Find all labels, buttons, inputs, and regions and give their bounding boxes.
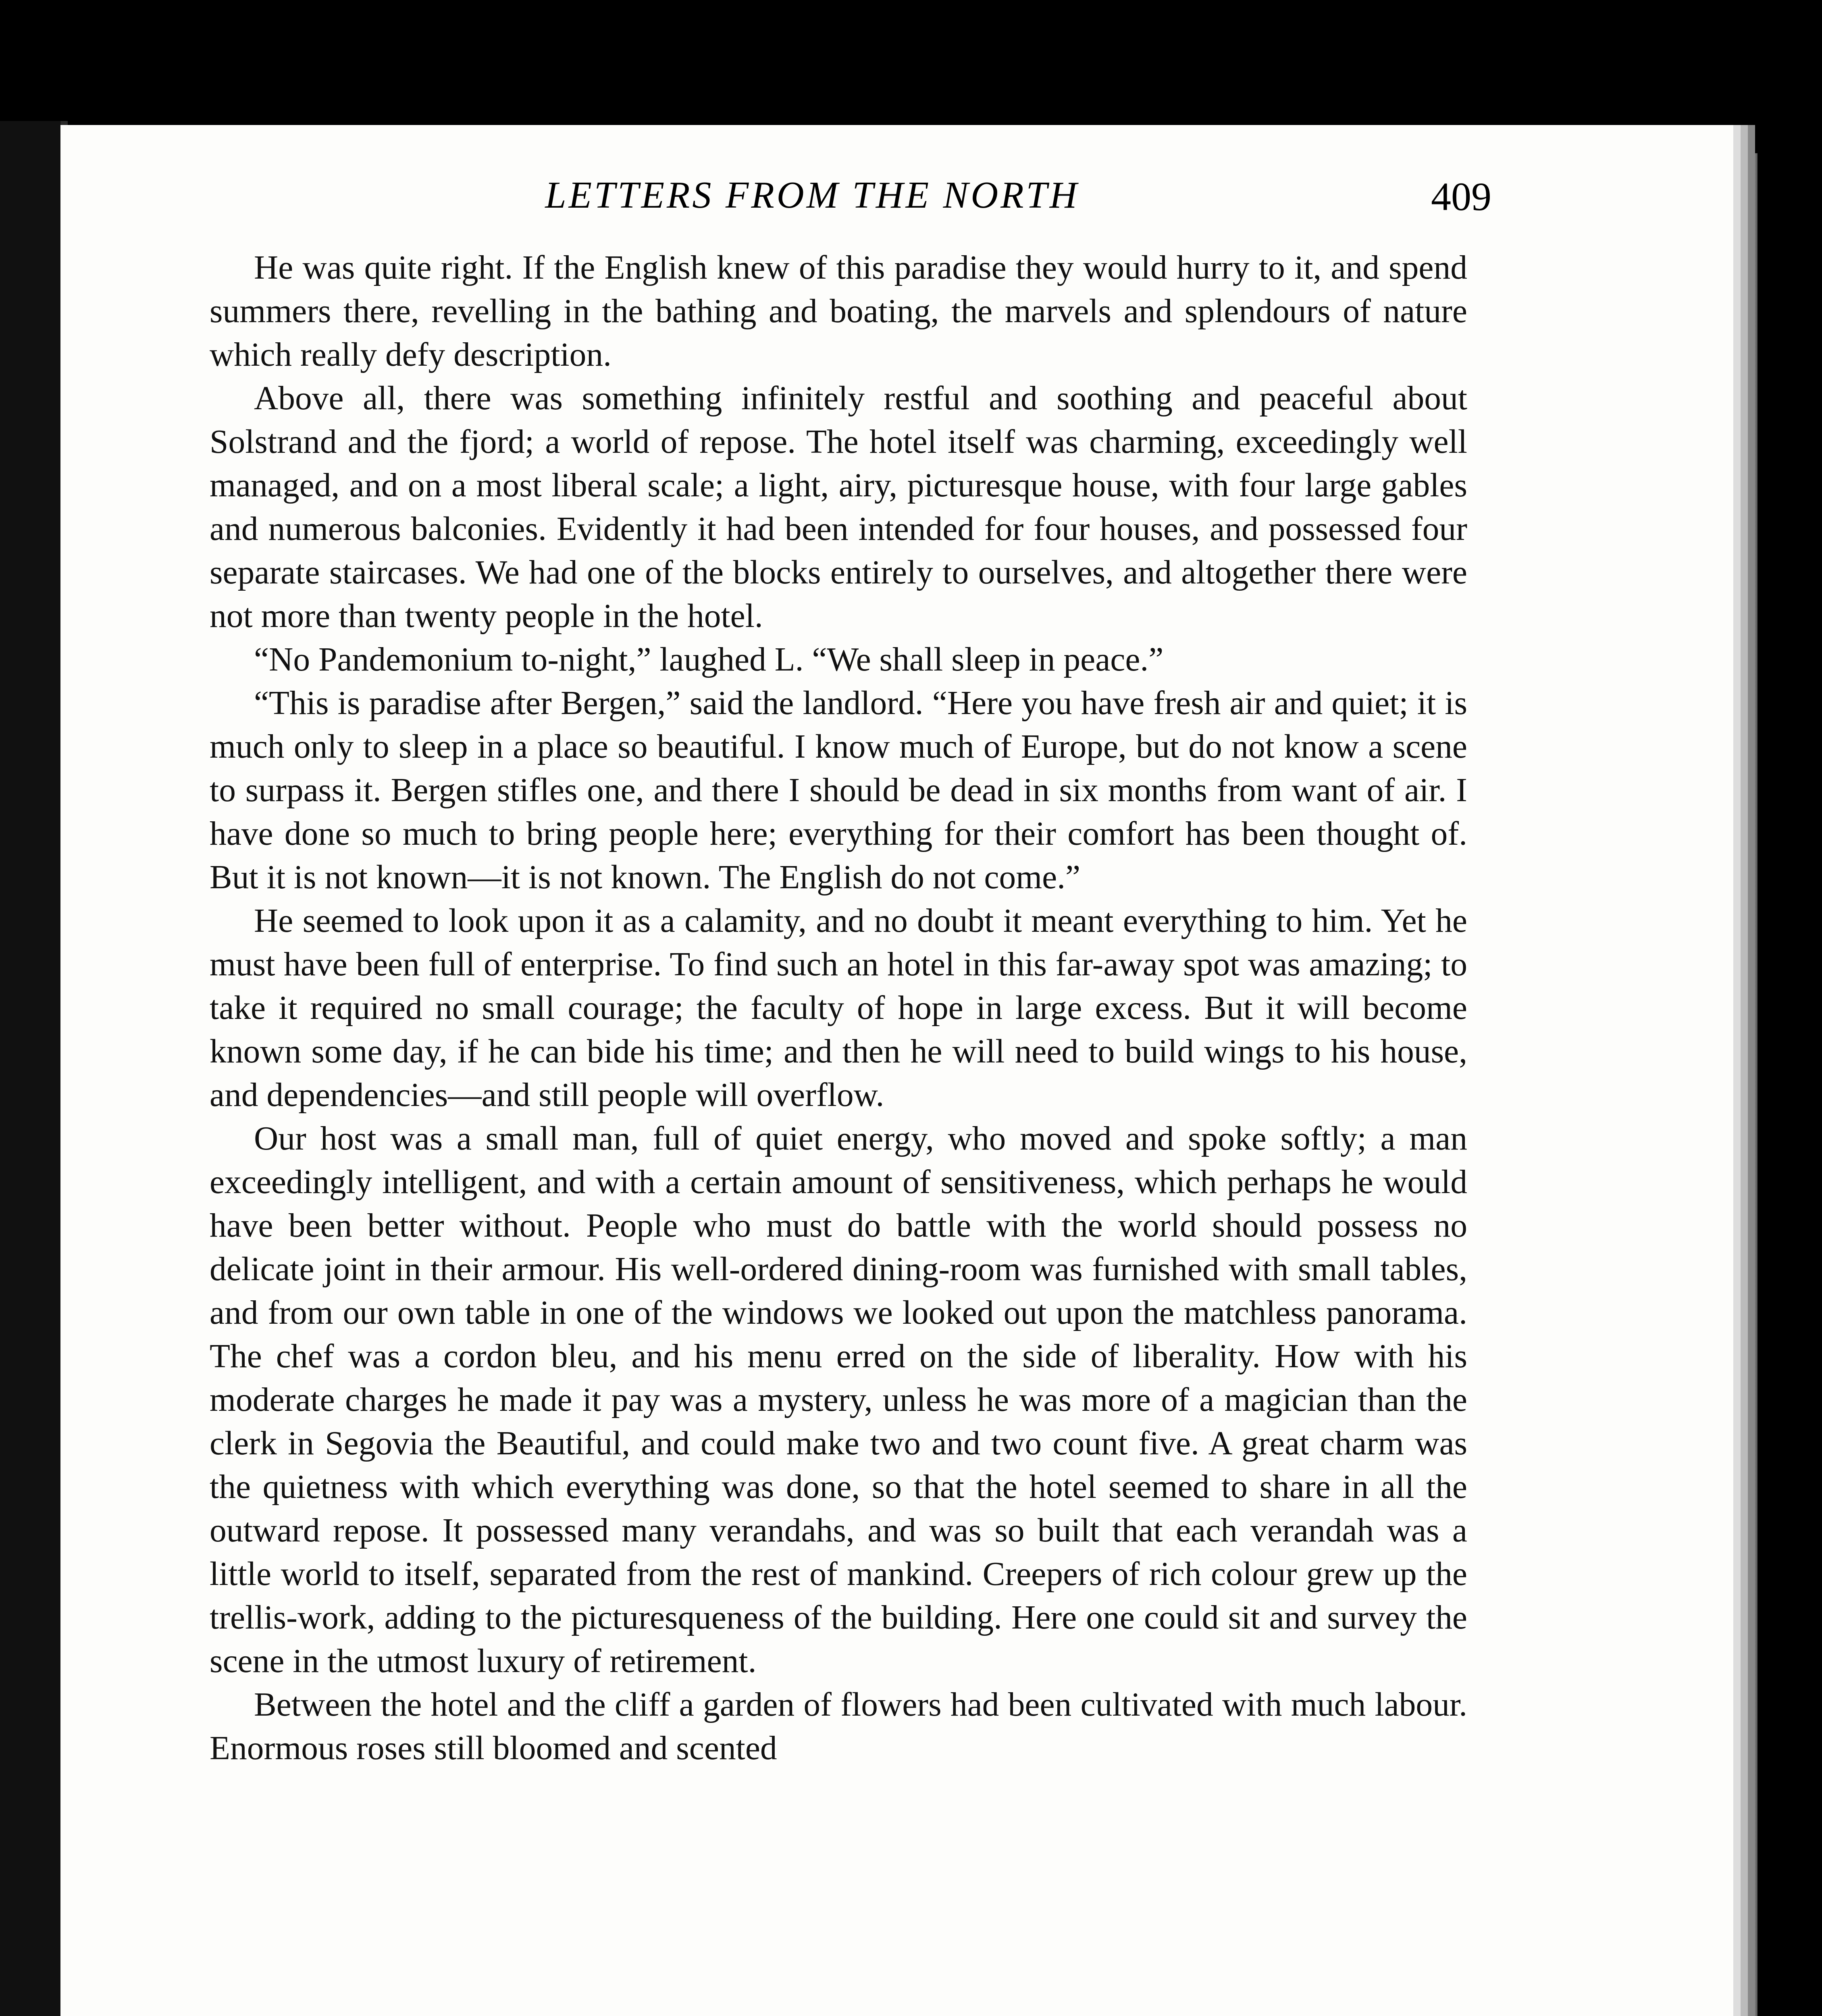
- page-number: 409: [1431, 174, 1491, 219]
- page-stack-edge: [1733, 153, 1758, 2016]
- paragraph: Our host was a small man, full of quiet energy, who moved and spoke softly; a man exceedingly intelligent, and with a certain amount of sensitiveness, which perhaps he would have been better without. People who must do battle with the world should possess no delicate joint in their armour. His well-ordered dining-room was furnished with small tables, and from our own table in one of the windows we looked out upon the matchless panorama. The chef was a cordon bleu, and his menu erred on the side of liberality. How with his moderate charges he made it pay was a mystery, unless he was more of a magician than the clerk in Segovia the Beautiful, and could make two and two count five. A great charm was the quietness with which everything was done, so that the hotel seemed to share in all the outward repose. It possessed many verandahs, and was so built that each verandah was a little world to itself, separated from the rest of mankind. Creepers of rich colour grew up the trellis-work, adding to the picturesqueness of the building. Here one could sit and survey the scene in the utmost luxury of retirement.: [210, 1120, 1467, 1680]
- paragraph: He seemed to look upon it as a calamity, and no doubt it meant everything to him. Yet he must have been full of enterprise. To find such an hotel in this far-away spot was amazing; to take it required no small courage; the faculty of hope in large excess. But it will become known some day, if he can bide his time; and then he will need to build wings to his house, and dependencies—and still people will overflow.: [210, 902, 1467, 1114]
- paragraph: “This is paradise after Bergen,” said the landlord. “Here you have fresh air and quiet; it is much only to sleep in a place so beautiful. I know much of Europe, but do not know a scene to surpass it. Bergen stifles one, and there I should be dead in six months from want of air. I have done so much to bring people here; everything for their comfort has been thought of. But it is not known—it is not known. The English do not come.”: [210, 685, 1467, 896]
- page-header: [157, 173, 1491, 254]
- paragraph: Between the hotel and the cliff a garden of flowers had been cultivated with much labour. Enormous roses still bloomed and scented: [210, 1686, 1467, 1767]
- paragraph: “No Pandemonium to-night,” laughed L. “We shall sleep in peace.”: [254, 641, 1164, 678]
- paragraph: He was quite right. If the English knew of this paradise they would hurry to it, and spend summers there, revelling in the bathing and boating, the marvels and splendours of nature which really defy description.: [210, 249, 1467, 373]
- body-text: [210, 246, 1467, 1770]
- paragraph: Above all, there was something infinitely restful and soothing and peaceful about Solstrand and the fjord; a world of repose. The hotel itself was charming, exceedingly well managed, and on a most liberal scale; a light, airy, picturesque house, with four large gables and numerous balconies. Evidently it had been intended for four houses, and possessed four separate staircases. We had one of the blocks entirely to ourselves, and altogether there were not more than twenty people in the hotel.: [210, 380, 1467, 635]
- book-cover-edge: [0, 121, 68, 2016]
- running-head: LETTERS FROM THE NORTH: [545, 174, 1079, 216]
